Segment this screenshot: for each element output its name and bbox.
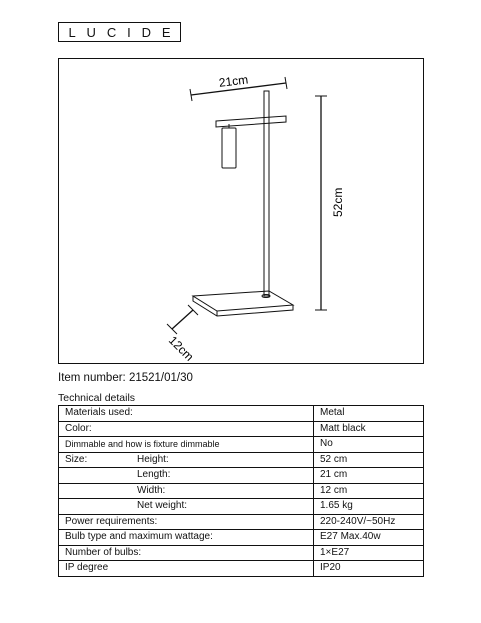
spec-value: 52 cm: [314, 452, 424, 468]
lamp-base-top: [193, 291, 293, 311]
item-number: Item number: 21521/01/30: [58, 372, 193, 384]
spec-value: E27 Max.40w: [314, 530, 424, 546]
table-row: [59, 514, 424, 530]
lamp-pole: [264, 91, 269, 296]
size-label: Size:: [65, 453, 88, 465]
logo-letter: C: [106, 24, 117, 40]
size-height-label: Height:: [137, 453, 169, 465]
spec-value: 21 cm: [314, 468, 424, 484]
spec-label: Bulb type and maximum wattage:: [59, 530, 314, 546]
depth-dimension-line: [172, 310, 193, 329]
table-row: [59, 406, 424, 422]
table-row: [59, 468, 424, 484]
net-weight-label: Net weight:: [59, 499, 314, 515]
logo-letter: E: [161, 24, 171, 40]
spec-label: Dimmable and how is fixture dimmable: [59, 437, 314, 453]
depth-dimension-label: 12cm: [165, 333, 197, 364]
spec-label: Number of bulbs:: [59, 545, 314, 561]
lamp-shade: [222, 128, 236, 168]
table-row: [59, 561, 424, 577]
logo-letter: U: [86, 24, 96, 40]
spec-value: 12 cm: [314, 483, 424, 499]
size-width-label: Width:: [59, 483, 314, 499]
size-length-label: Length:: [59, 468, 314, 484]
technical-details-title: Technical details: [58, 392, 136, 404]
spec-label: Power requirements:: [59, 514, 314, 530]
spec-value: No: [314, 437, 424, 453]
spec-label: [59, 452, 314, 468]
logo-letter: L: [68, 24, 76, 40]
spec-value: Matt black: [314, 421, 424, 437]
table-row: [59, 437, 424, 453]
logo-letter: I: [127, 24, 131, 40]
spec-label: IP degree: [59, 561, 314, 577]
table-row: [59, 452, 424, 468]
spec-value: 1×E27: [314, 545, 424, 561]
spec-label: Materials used:: [59, 406, 314, 422]
logo-letter: D: [141, 24, 151, 40]
table-row: [59, 499, 424, 515]
lamp-arm: [216, 116, 286, 127]
spec-label: Color:: [59, 421, 314, 437]
lucide-logo: [58, 22, 181, 42]
spec-value: 220-240V/~50Hz: [314, 514, 424, 530]
product-drawing-frame: [58, 58, 424, 364]
table-row: [59, 545, 424, 561]
spec-value: 1.65 kg: [314, 499, 424, 515]
table-row: [59, 421, 424, 437]
technical-details-table: [58, 405, 424, 577]
height-dimension-label: 52cm: [331, 187, 345, 217]
spec-value: Metal: [314, 406, 424, 422]
width-dimension-label: 21cm: [218, 72, 249, 90]
spec-value: IP20: [314, 561, 424, 577]
table-row: [59, 483, 424, 499]
table-row: [59, 530, 424, 546]
lamp-line-drawing: [59, 59, 425, 365]
